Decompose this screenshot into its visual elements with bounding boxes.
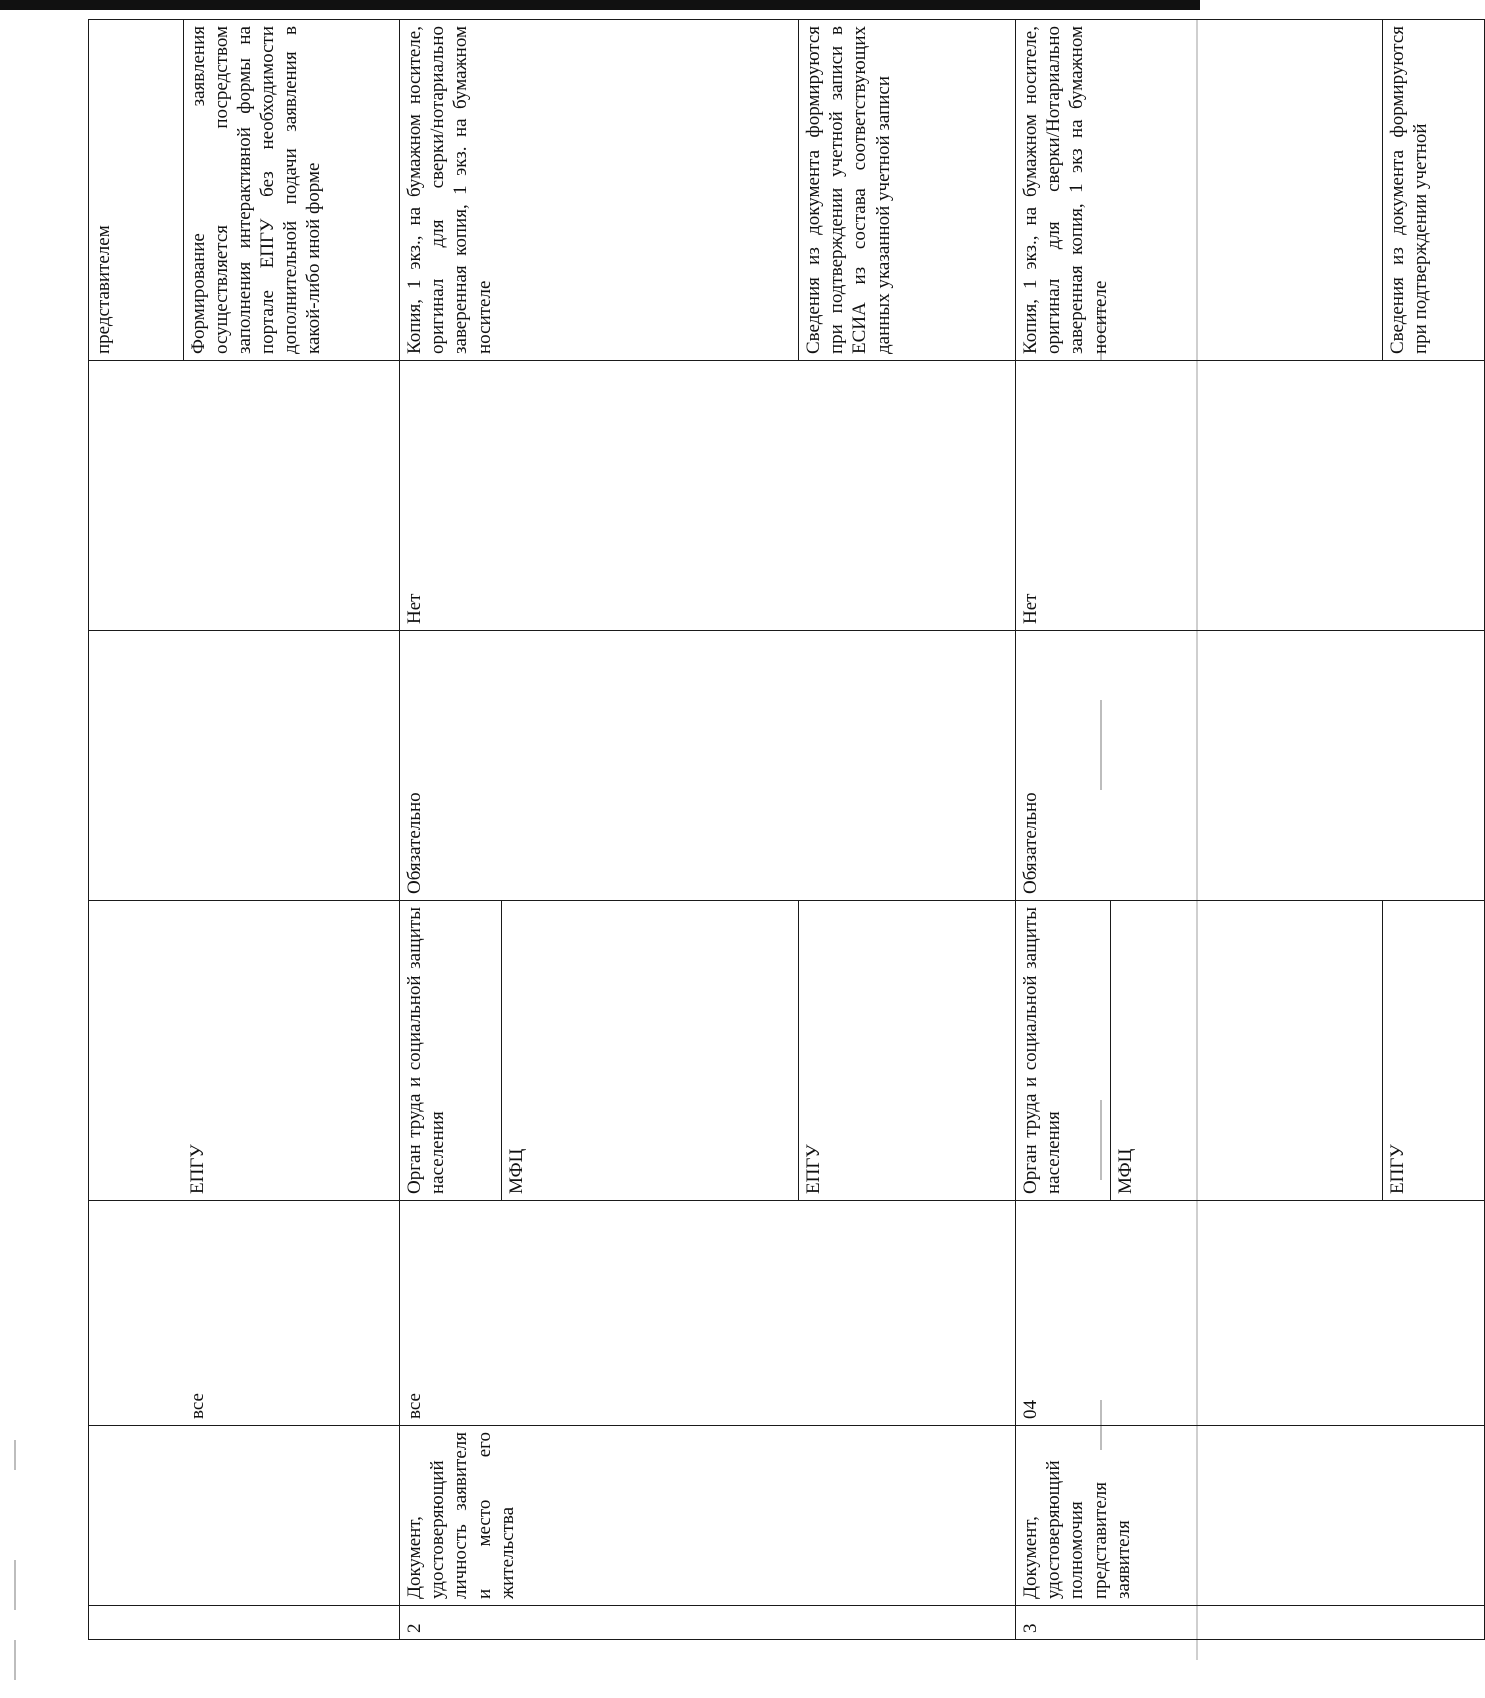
flag: Нет <box>1016 361 1485 631</box>
applicability: все <box>400 1201 1016 1426</box>
table-row <box>89 20 184 1640</box>
document-name: Документ, удостоверяющий личность заявителя и место его жительства <box>400 1426 1016 1606</box>
flag: Нет <box>400 361 1016 631</box>
applicability: 04 <box>1016 1201 1485 1426</box>
channel-name: МФЦ <box>1111 901 1383 1201</box>
row-number: 2 <box>400 1606 1016 1640</box>
scan-artifact <box>14 1440 16 1470</box>
channel-cell: ЕПГУ <box>183 901 400 1201</box>
channel-name: ЕПГУ <box>799 901 1016 1201</box>
description-cell: Формирование заявления осуществляется посредством заполнения интерактивной формы на портале ЕПГУ без необходимости дополнительной подачи заявления в какой-либо иной форме <box>183 20 400 361</box>
channel-name: Орган труда и социальной защиты населения <box>1016 901 1111 1201</box>
scan-artifact <box>14 1640 16 1680</box>
documents-table <box>88 19 1485 1640</box>
document-cell <box>89 1426 184 1606</box>
requirement-cell <box>89 631 184 901</box>
channel-description: Копия, 1 экз., на бумажном носителе, оригинал для сверки/нотариально заверенная копия, 1 экз. на бумажном носителе <box>400 20 799 361</box>
rotated-document-page <box>88 20 1432 1640</box>
applicability-cell <box>89 1201 184 1426</box>
requirement-cell <box>183 631 400 901</box>
number-cell <box>89 1606 184 1640</box>
channel-name: МФЦ <box>502 901 799 1201</box>
channel-description: Копия, 1 экз., на бумажном носителе, оригинал для сверки/Нотариально заверенная копия, 1 экз на бумажном носителе <box>1016 20 1383 361</box>
table-row <box>1016 20 1111 1640</box>
document-cell <box>183 1426 400 1606</box>
requirement: Обязательно <box>1016 631 1485 901</box>
table-row <box>183 20 400 1640</box>
channel-description: Сведения из документа формируются при подтверждении учетной записи в ЕСИА из состава соответствующих данных указанной учетной записи <box>799 20 1016 361</box>
flag-cell <box>183 361 400 631</box>
scan-artifact <box>14 1560 16 1610</box>
row-number: 3 <box>1016 1606 1485 1640</box>
scan-top-border <box>0 0 1200 10</box>
document-name: Документ, удостоверяющий полномочия представителя заявителя <box>1016 1426 1485 1606</box>
channel-cell <box>89 901 184 1201</box>
channel-name: ЕПГУ <box>1383 901 1485 1201</box>
flag-cell <box>89 361 184 631</box>
table-row <box>400 20 502 1640</box>
channel-name: Орган труда и социальной защиты населения <box>400 901 502 1201</box>
applicability-cell: все <box>183 1201 400 1426</box>
number-cell <box>183 1606 400 1640</box>
requirement: Обязательно <box>400 631 1016 901</box>
channel-description: Сведения из документа формируются при подтверждении учетной <box>1383 20 1485 361</box>
representative-header-cell: представителем <box>89 20 184 361</box>
